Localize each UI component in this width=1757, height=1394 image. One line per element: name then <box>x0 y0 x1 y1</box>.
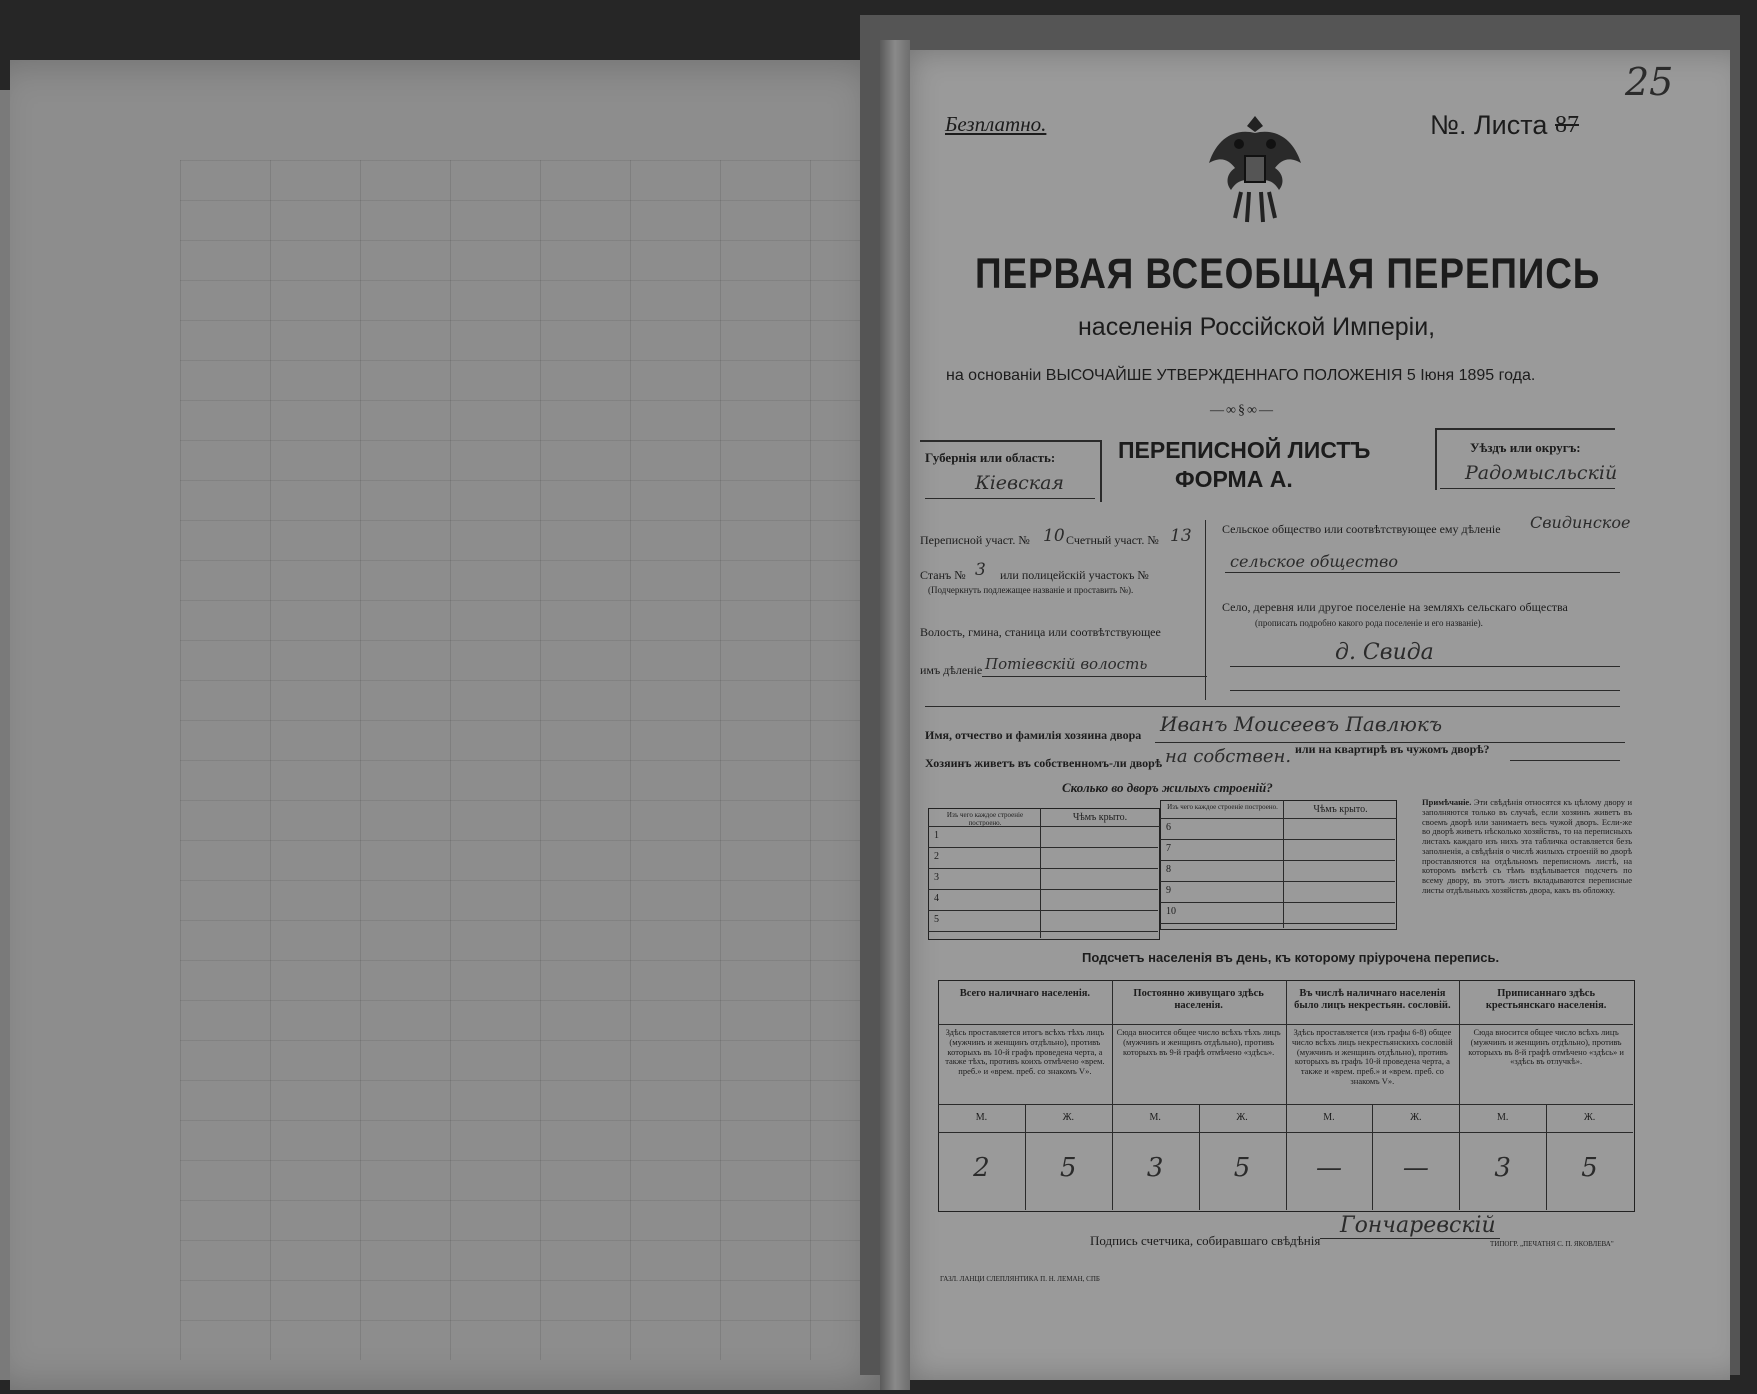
table-row-rule <box>1160 839 1395 840</box>
counting-district-value: 13 <box>1170 526 1192 546</box>
book-spine <box>880 40 910 1390</box>
residence-value: на собствен. <box>1165 746 1292 767</box>
counting-district-label: Счетный участ. № <box>1066 533 1159 547</box>
footer-printer-right: ТИПОГР. „ПЕЧАТНЯ С. П. ЯКОВЛЕВА" <box>1490 1240 1614 1248</box>
underline <box>1230 690 1620 691</box>
guberniya-label: Губернія или область: <box>925 450 1056 465</box>
count-value: — <box>1402 1153 1429 1183</box>
table-row-rule <box>1160 881 1395 882</box>
table-row-number: 7 <box>1166 843 1171 854</box>
buildings-label: Сколько во дворъ жилыхъ строеній? <box>1062 780 1273 795</box>
buildings-col-material: Изъ чего каждое строеніе построено. <box>946 811 1024 828</box>
census-district-label: Переписной участ. № <box>920 533 1030 547</box>
rule <box>1435 428 1615 430</box>
underline <box>925 498 1095 499</box>
table-rule <box>1160 818 1397 819</box>
count-sex-label: М. <box>1323 1112 1335 1123</box>
sheet-number-handwritten: 25 <box>1625 60 1674 104</box>
society-label: Сельское общество или соотвѣтствующее ему дѣленіе <box>1222 522 1501 536</box>
census-district-value: 10 <box>1043 526 1065 546</box>
table-row-rule <box>1160 860 1395 861</box>
count-col-description: Здѣсь проставляется итогъ всѣхъ тѣхъ лицъ (мужчинъ и женщинъ отдѣльно), противъ которыхъ въ 10-й графъ проведена черта, а также тѣхъ, противъ коихъ отмѣчено «врем. преб.» и «врем. преб. со знакомъ V». <box>945 1027 1105 1077</box>
uezd-label: Уѣздъ или округъ: <box>1470 440 1581 455</box>
table-row-rule <box>1160 902 1395 903</box>
count-col-header: Постоянно живущаго здѣсь населенія. <box>1133 988 1264 1012</box>
count-sex-label: М. <box>1496 1112 1509 1123</box>
owner-value: Иванъ Моисеевъ Павлюкъ <box>1160 712 1443 736</box>
table-row-number: 4 <box>934 893 939 904</box>
table-row-number: 9 <box>1166 885 1171 896</box>
table-row-number: 2 <box>934 851 939 862</box>
count-sex-label: Ж. <box>1583 1112 1596 1123</box>
buildings-col-material-2: Изъ чего каждое строеніе построено. <box>1167 803 1278 811</box>
table-row-rule <box>928 847 1158 848</box>
police-label: или полицейскій участокъ № <box>1000 568 1149 582</box>
table-row-number: 6 <box>1166 822 1171 833</box>
table-row-rule <box>1160 923 1395 924</box>
table-row-rule <box>928 868 1158 869</box>
column-divider <box>1205 520 1206 700</box>
residence-label-2: или на квартирѣ въ чужомъ дворѣ? <box>1295 742 1490 756</box>
table-rule <box>1040 808 1041 938</box>
count-col-description: Здѣсь проставляется (изъ графы 6-8) общее число всѣхъ лицъ некрестьянскихъ сословій (мужчинъ и женщинъ отдѣльно), противъ которыхъ въ графъ 10-й проведена черта, а также и «врем. преб.» и «врем. преб. со знакомъ V». <box>1292 1027 1453 1086</box>
note-title: Примѣчаніе. <box>1422 797 1472 807</box>
count-value: 5 <box>1233 1153 1251 1183</box>
village-value: д. Свида <box>1335 640 1434 665</box>
note-block <box>1422 798 1632 896</box>
title-main: ПЕРВАЯ ВСЕОБЩАЯ ПЕРЕПИСЬ <box>975 250 1601 298</box>
table-rule <box>1283 800 1284 928</box>
count-value: 2 <box>973 1153 990 1183</box>
table-row-rule <box>928 931 1158 932</box>
count-sex-label: М. <box>1149 1112 1161 1123</box>
underline <box>1440 488 1615 489</box>
buildings-col-roof-2: Чѣмъ крыто. <box>1313 804 1368 815</box>
society-value: Свидинское <box>1530 513 1631 532</box>
count-value: 3 <box>1494 1153 1511 1183</box>
residence-label: Хозяинъ живетъ въ собственномъ-ли дворѣ <box>925 756 1163 770</box>
title-subtitle: населенія Россійской Имперіи, <box>1078 313 1436 341</box>
police-note: (Подчеркнуть подлежащее названіе и проставить №). <box>928 585 1134 595</box>
free-label: Безплатно. <box>945 112 1047 136</box>
volost-label-2: имъ дѣленіе <box>920 663 983 677</box>
table-row-rule <box>928 910 1158 911</box>
owner-label: Имя, отчество и фамилія хозяина двора <box>925 728 1142 742</box>
buildings-table-right <box>1160 800 1397 930</box>
table-row-number: 1 <box>934 830 939 841</box>
count-sex-label: М. <box>975 1112 988 1123</box>
left-page-grid <box>180 160 885 1360</box>
sheet-number-label: №. Листа <box>1430 110 1548 140</box>
guberniya-value: Кіевская <box>975 472 1064 494</box>
count-col-header: Въ числѣ наличнаго населенія было лицъ некрестьян. сословій. <box>1294 988 1451 1012</box>
signature-label: Подпись счетчика, собиравшаго свѣдѣнія <box>1090 1233 1321 1248</box>
count-sex-label: Ж. <box>1410 1112 1422 1123</box>
sheet-title: ПЕРЕПИСНОЙ ЛИСТЪ <box>1118 437 1371 463</box>
footer-printer-left: ГАЗЛ. ЛАНЦИ СЛЕПЛЯНТИКА П. Н. ЛЕМАН, СПБ <box>940 1275 1100 1283</box>
uezd-value: Радомысльскій <box>1465 462 1618 484</box>
society-value-2: сельское общество <box>1230 552 1398 571</box>
table-row-number: 8 <box>1166 864 1171 875</box>
count-value: 5 <box>1581 1153 1598 1183</box>
underline <box>1510 760 1620 761</box>
count-col-header: Приписаннаго здѣсь крестьянскаго населенія. <box>1485 988 1607 1012</box>
table-row-number: 10 <box>1166 906 1176 917</box>
village-label: Село, деревня или другое поселеніе на земляхъ сельскаго общества <box>1222 600 1568 614</box>
count-col-description: Сюда вносится общее число всѣхъ лицъ (мужчинъ и женщинъ отдѣльно), противъ которыхъ въ 8-й графѣ отмѣчено «здѣсь» и «здѣсь въ отлучкѣ». <box>1468 1027 1624 1067</box>
underline <box>982 676 1207 677</box>
ornament-divider: —∞§∞— <box>1210 403 1275 418</box>
village-note: (прописать подробно какого рода поселеніе и его названіе). <box>1255 618 1483 628</box>
rule <box>925 706 1620 707</box>
rule <box>1435 428 1437 490</box>
count-value: 5 <box>1060 1153 1077 1183</box>
underline <box>1320 1238 1500 1239</box>
signature-value: Гончаревскій <box>1340 1213 1496 1238</box>
rule <box>920 440 1100 442</box>
count-value: — <box>1315 1153 1342 1183</box>
underline <box>1230 666 1620 667</box>
title-decree: на основаніи ВЫСОЧАЙШЕ УТВЕРЖДЕННАГО ПОЛОЖЕНІЯ 5 Іюня 1895 года. <box>946 367 1536 384</box>
stan-label: Станъ № <box>920 568 966 582</box>
table-row-number: 3 <box>934 872 939 883</box>
buildings-col-roof: Чѣмъ крыто. <box>1072 812 1128 823</box>
count-table-title: Подсчетъ населенія въ день, къ которому пріурочена перепись. <box>1082 950 1500 965</box>
buildings-table-left <box>928 808 1160 940</box>
volost-value: Потіевскій волость <box>985 655 1148 673</box>
form-name: ФОРМА А. <box>1175 466 1293 492</box>
underline <box>1225 572 1620 573</box>
table-row-number: 5 <box>934 914 939 925</box>
stan-value: 3 <box>975 560 986 580</box>
table-row-rule <box>928 889 1158 890</box>
count-sex-label: Ж. <box>1236 1112 1248 1123</box>
count-value: 3 <box>1146 1153 1164 1183</box>
rule <box>1100 440 1102 502</box>
imperial-eagle-emblem <box>1205 108 1305 238</box>
volost-label: Волость, гмина, станица или соотвѣтствующее <box>920 625 1161 639</box>
count-sex-label: Ж. <box>1062 1112 1075 1123</box>
count-col-description: Сюда вносится общее число всѣхъ тѣхъ лицъ (мужчинъ и женщинъ отдѣльно), противъ которыхъ въ 9-й графѣ отмѣчено «здѣсь». <box>1116 1027 1281 1057</box>
count-col-header: Всего наличнаго населенія. <box>959 988 1091 999</box>
note-text: Эти свѣдѣнія относятся къ цѣлому двору и заполняются только въ случаѣ, если хозяинъ живетъ въ своемъ дворѣ или занимаетъ весь чужой дворъ. Если-же во дворѣ живетъ нѣсколько хозяйствъ, то на переписныхъ листахъ каждаго изъ нихъ эта табличка оставляется безъ заполненія, а свѣдѣнія о числѣ жилыхъ строеній во дворѣ проставляются на отдѣльномъ переписномъ листѣ, на которомъ вмѣстѣ съ тѣмъ вздѣлывается подсчетъ по всему двору, въ этотъ листъ вкладываются переписные листы отдѣльныхъ хозяйствъ двора, какъ въ обложку. <box>1422 797 1632 895</box>
sheet-number-value: 87 <box>1555 112 1579 138</box>
